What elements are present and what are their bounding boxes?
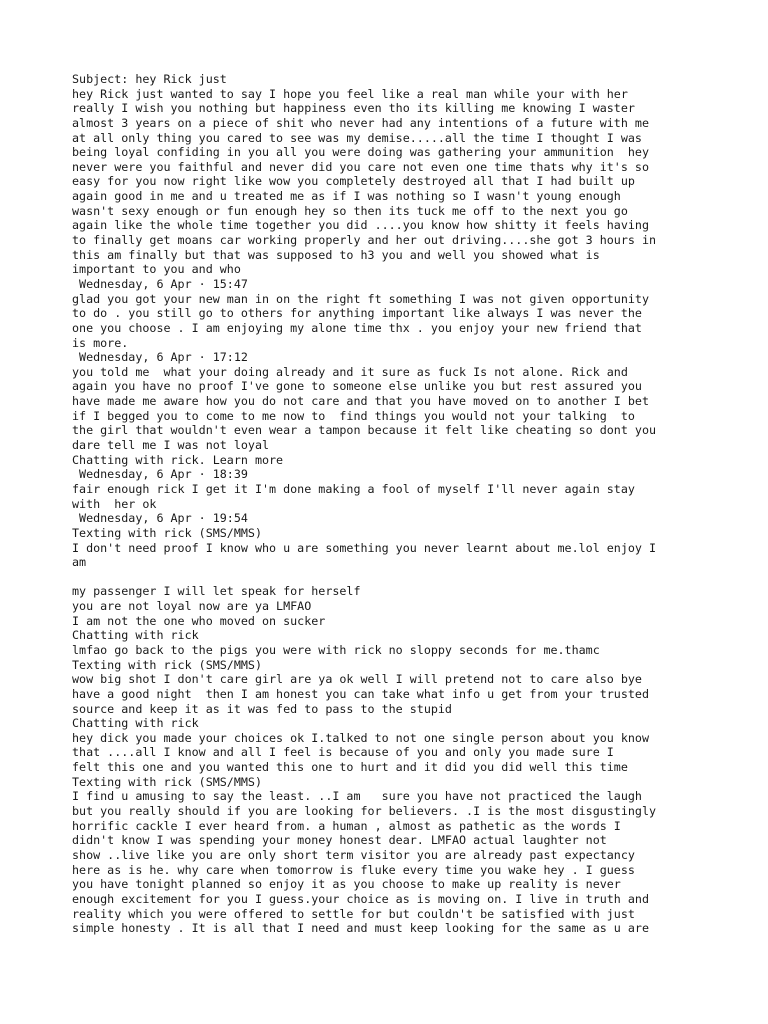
text-line: Chatting with rick. Learn more [72,452,284,467]
text-line: that ....all I know and all I feel is because of you and only you made sure I [72,745,614,760]
text-line: at all only thing you cared to see was my demise.....all the time I thought I was [72,130,642,145]
text-line: Wednesday, 6 Apr · 17:12 [72,350,248,365]
text-line: I don't need proof I know who u are something you never learnt about me.lol enjoy I [72,540,657,555]
text-line: simple honesty . It is all that I need and must keep looking for the same as u are [72,921,649,936]
text-line: Subject: hey Rick just [72,72,227,86]
text-line: wasn't sexy enough or fun enough hey so then its tuck me off to the next you go [72,203,628,218]
text-line: felt this one and you wanted this one to hurt and it did you did well this time [72,760,628,775]
text-line: easy for you now right like wow you completely destroyed all that I had built up [72,174,635,189]
text-line: Texting with rick (SMS/MMS) [72,525,262,540]
text-line: but you really should if you are looking for believers. .I is the most disgustingly [72,804,657,819]
text-line: hey Rick just wanted to say I hope you feel like a real man while your with her [72,86,628,101]
text-line: the girl that wouldn't even wear a tampon because it felt like cheating so dont you [72,423,657,438]
text-line: again good in me and u treated me as if I was nothing so I wasn't young enough [72,189,621,204]
text-line: am [72,555,87,570]
text-line [72,570,712,585]
text-line: with her ok [72,496,157,511]
text-line: if I begged you to come to me now to find things you would not your talking to [72,408,635,423]
text-line: again you have no proof I've gone to someone else unlike you but rest assured you [72,379,642,394]
text-line: horrific cackle I ever heard from. a human , almost as pathetic as the words I [72,818,621,833]
text-line: one you choose . I am enjoying my alone time thx . you enjoy your new friend that [72,320,642,335]
text-line: you told me what your doing already and it sure as fuck Is not alone. Rick and [72,364,628,379]
text-line: you have tonight planned so enjoy it as you choose to make up reality is never [72,877,621,892]
text-line: have a good night then I am honest you can take what info u get from your trusted [72,686,649,701]
text-line: didn't know I was spending your money honest dear. LMFAO actual laughter not [72,833,607,848]
text-line: Wednesday, 6 Apr · 18:39 [72,467,248,482]
text-line: Texting with rick (SMS/MMS) [72,657,262,672]
text-line: show ..live like you are only short term visitor you are already past expectancy [72,847,635,862]
text-line: important to you and who [72,262,241,277]
text-line: wow big shot I don't care girl are ya ok well I will pretend not to care also bye [72,672,642,687]
text-line: Texting with rick (SMS/MMS) [72,774,262,789]
text-line: have made me aware how you do not care and that you have moved on to another I bet [72,394,649,409]
text-line: to do . you still go to others for anything important like always I was never the [72,306,642,321]
text-line: really I wish you nothing but happiness even tho its killing me knowing I waster [72,101,635,116]
text-line: Chatting with rick [72,628,199,643]
document-body [72,72,712,936]
text-line: to finally get moans car working properly and her out driving....she got 3 hours in [72,233,657,248]
text-line: fair enough rick I get it I'm done making a fool of myself I'll never again stay [72,481,635,496]
text-line: Wednesday, 6 Apr · 19:54 [72,511,248,526]
text-line: here as is he. why care when tomorrow is fluke every time you wake hey . I guess [72,862,635,877]
text-line: my passenger I will let speak for herself [72,584,361,599]
text-line: this am finally but that was supposed to h3 you and well you showed what is [72,247,600,262]
text-line: glad you got your new man in on the right ft something I was not given opportunity [72,291,649,306]
text-line: source and keep it as it was fed to pass to the stupid [72,701,452,716]
text-line: lmfao go back to the pigs you were with rick no sloppy seconds for me.thamc [72,642,600,657]
text-line: hey dick you made your choices ok I.talked to not one single person about you know [72,730,649,745]
text-line: Wednesday, 6 Apr · 15:47 [72,276,248,291]
text-line: almost 3 years on a piece of shit who never had any intentions of a future with me [72,115,649,130]
text-line: is more. [72,335,129,350]
text-line: I find u amusing to say the least. ..I am sure you have not practiced the laugh [72,789,642,804]
text-line: I am not the one who moved on sucker [72,613,326,628]
text-line: you are not loyal now are ya LMFAO [72,599,312,614]
text-line: being loyal confiding in you all you were doing was gathering your ammunition hey [72,145,649,160]
text-line: reality which you were offered to settle for but couldn't be satisfied with just [72,906,635,921]
text-line: enough excitement for you I guess.your choice as is moving on. I live in truth and [72,891,649,906]
text-line: never were you faithful and never did you care not even one time thats why it's so [72,159,649,174]
text-line: Chatting with rick [72,716,199,731]
text-line: again like the whole time together you did ....you know how shitty it feels having [72,218,649,233]
text-line: dare tell me I was not loyal [72,438,270,453]
